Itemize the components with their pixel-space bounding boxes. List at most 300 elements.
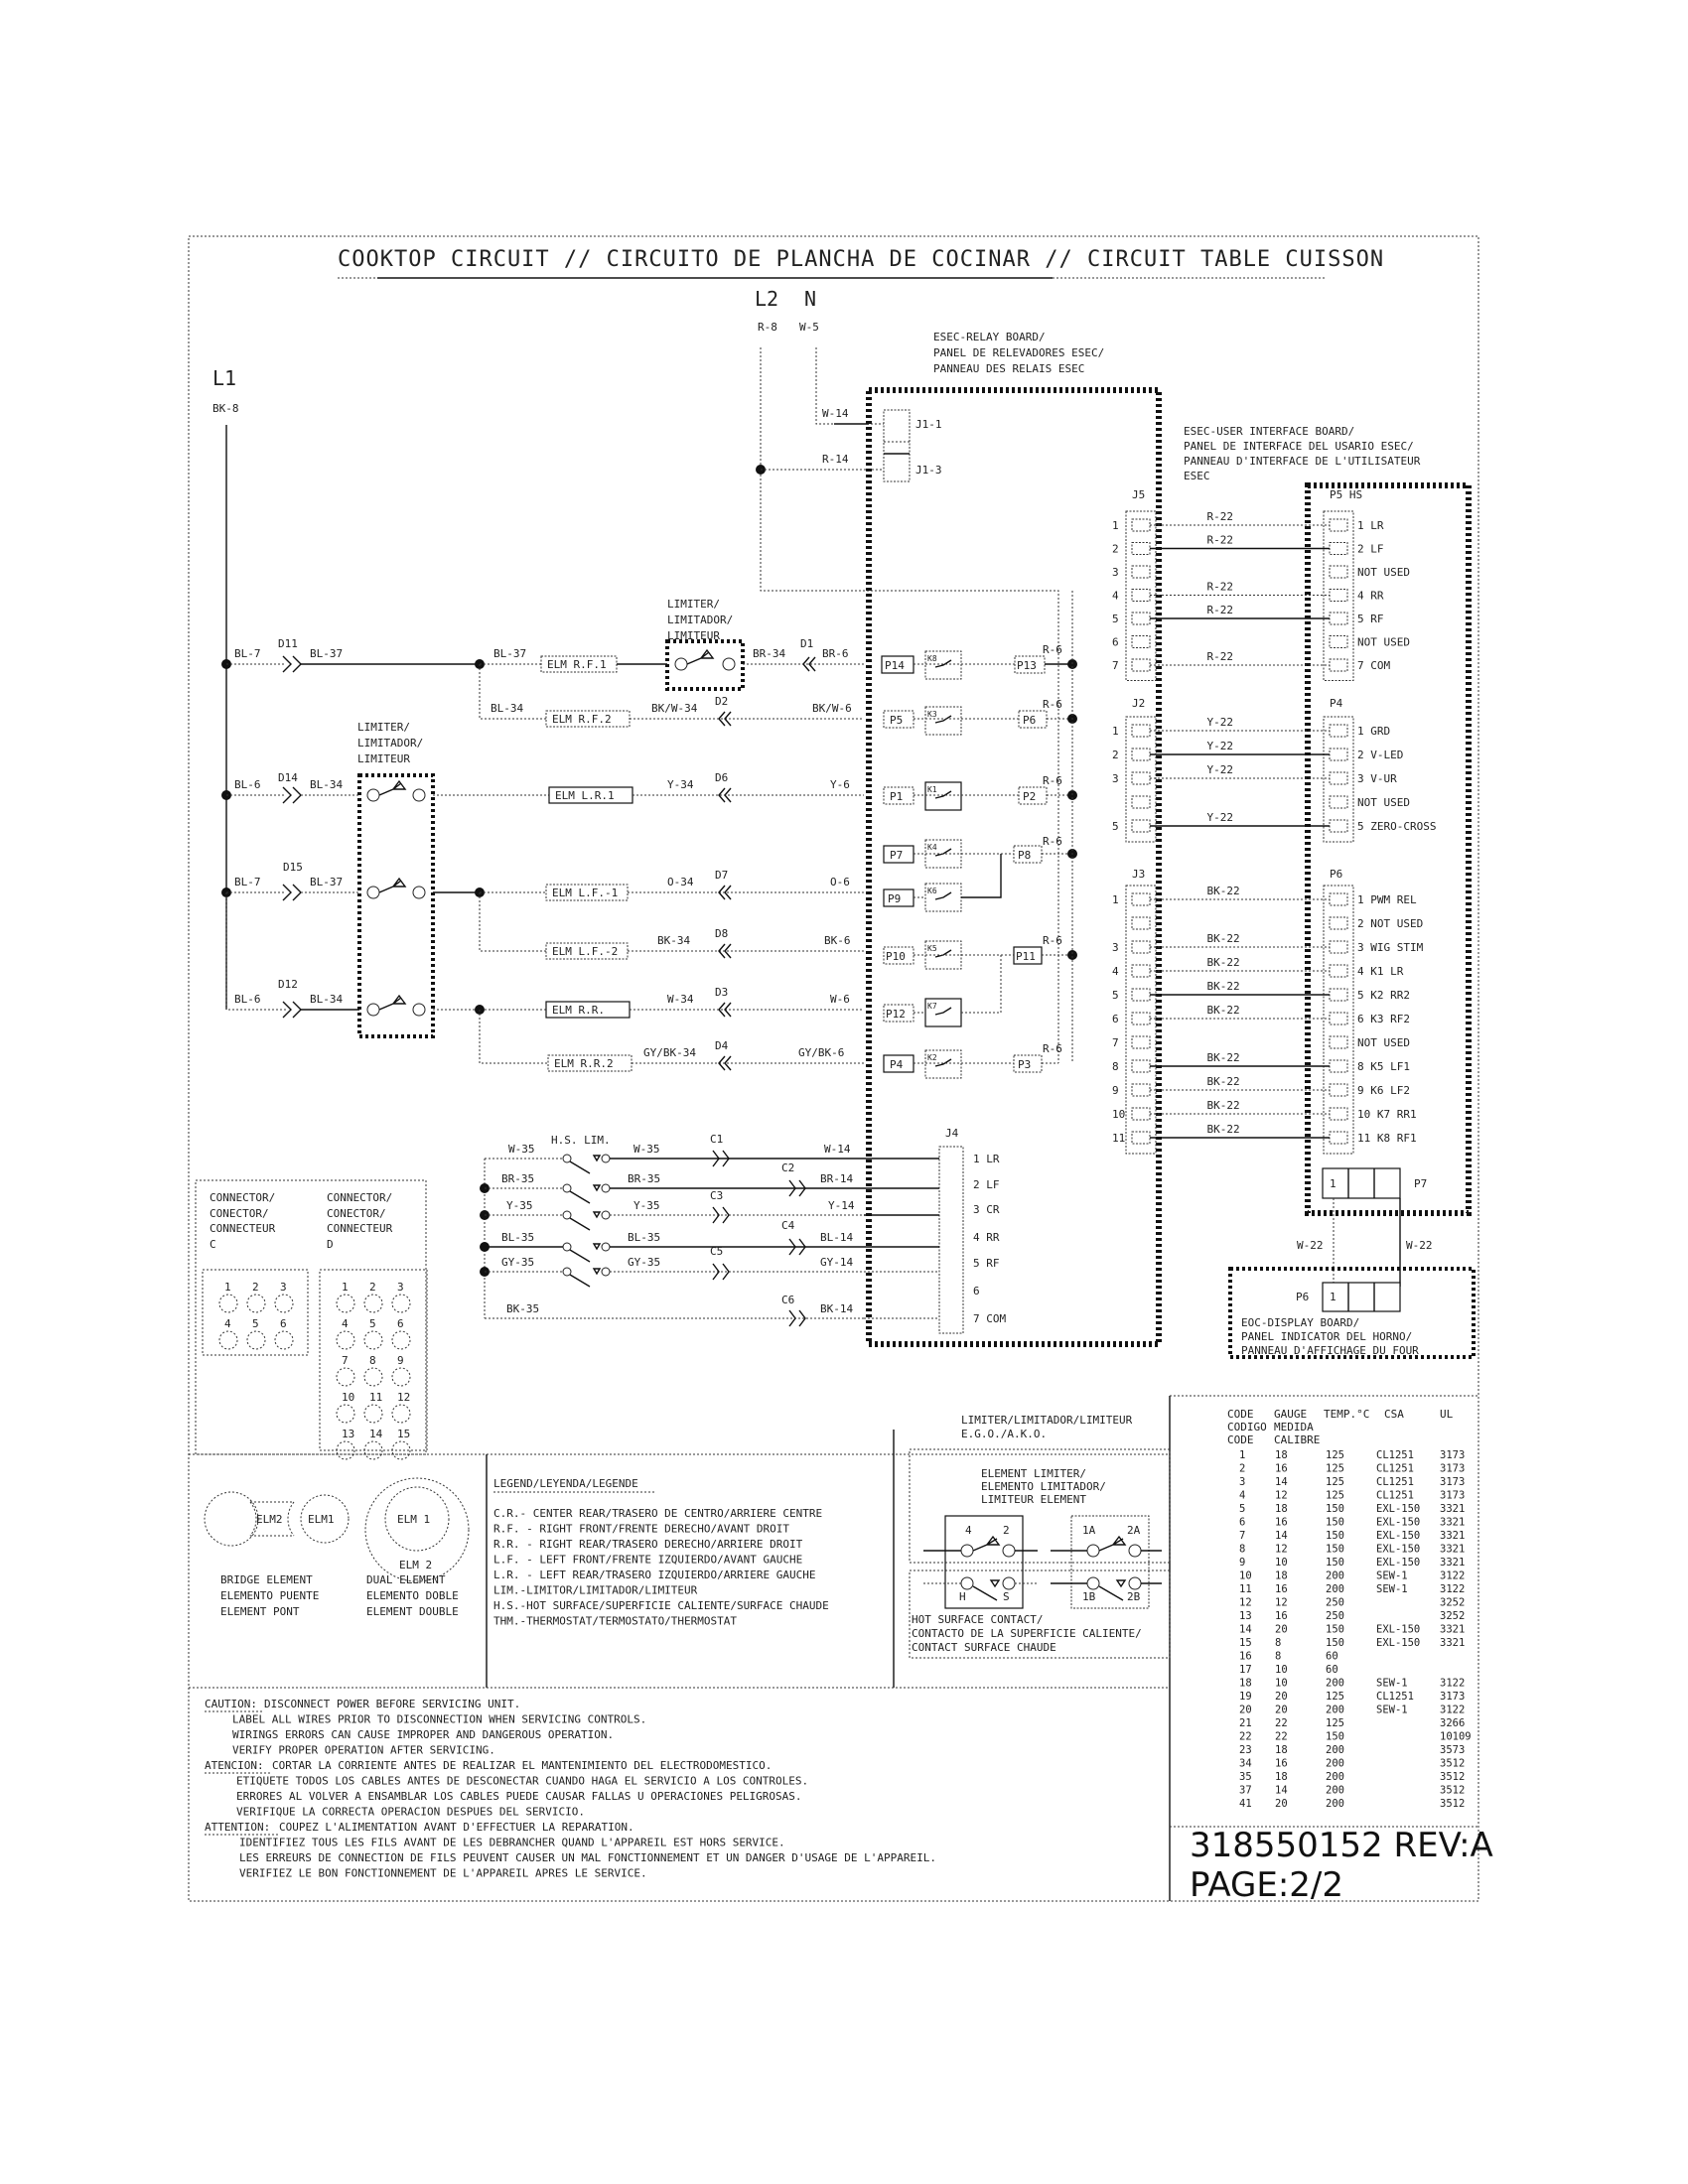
p4-pin-label: 3 V-UR — [1357, 772, 1397, 785]
svg-text:Y-35: Y-35 — [633, 1199, 660, 1212]
svg-text:7 COM: 7 COM — [973, 1312, 1007, 1325]
table-cell: 60 — [1326, 1664, 1338, 1676]
svg-text:BL-35: BL-35 — [501, 1231, 535, 1244]
table-cell: 35 — [1239, 1771, 1252, 1783]
p5-label: P5 HS — [1330, 488, 1363, 501]
svg-text:K1: K1 — [927, 785, 937, 794]
svg-text:GY/BK-6: GY/BK-6 — [798, 1046, 845, 1059]
svg-text:BK-6: BK-6 — [824, 934, 851, 947]
svg-text:GAUGE: GAUGE — [1274, 1408, 1308, 1421]
svg-text:1: 1 — [1330, 1177, 1336, 1190]
table-cell: 34 — [1239, 1757, 1252, 1770]
svg-text:BK/W-34: BK/W-34 — [651, 702, 698, 715]
j5-pin-num: 2 — [1112, 542, 1119, 556]
connector-c-pin-number: 5 — [252, 1317, 259, 1330]
caution-line: VERIFY PROPER OPERATION AFTER SERVICING. — [232, 1743, 495, 1757]
wire-label: BK-22 — [1206, 980, 1240, 993]
table-cell: 10 — [1275, 1557, 1288, 1569]
svg-text:R-6: R-6 — [1043, 643, 1062, 656]
j3-pin-num: 3 — [1112, 941, 1119, 954]
table-cell: 200 — [1326, 1757, 1344, 1770]
svg-text:P7: P7 — [890, 849, 904, 862]
connector-pins — [219, 1281, 410, 1459]
table-cell: SEW-1 — [1376, 1583, 1408, 1595]
element-row-lf1 — [221, 861, 864, 900]
connector-c-pin — [219, 1331, 237, 1349]
table-cell: 15 — [1239, 1637, 1252, 1649]
svg-text:CONNECTOR/: CONNECTOR/ — [327, 1191, 393, 1204]
svg-text:P11: P11 — [1016, 950, 1036, 963]
p6-pin-label: 9 K6 LF2 — [1357, 1084, 1410, 1097]
svg-text:K3: K3 — [927, 710, 937, 719]
svg-text:BL-37: BL-37 — [310, 647, 344, 660]
svg-text:ELM 1: ELM 1 — [397, 1513, 431, 1526]
svg-text:P8: P8 — [1018, 849, 1032, 862]
l2-label: L2 — [755, 287, 779, 311]
table-cell: 250 — [1326, 1596, 1344, 1609]
svg-text:D2: D2 — [715, 695, 729, 708]
svg-text:BL-6: BL-6 — [234, 993, 261, 1006]
svg-text:UL: UL — [1440, 1408, 1454, 1421]
table-cell: EXL-150 — [1376, 1516, 1421, 1529]
caution-heading: ATTENTION: — [205, 1821, 271, 1834]
svg-text:P7: P7 — [1414, 1177, 1428, 1190]
table-cell: 14 — [1275, 1784, 1288, 1797]
table-cell: EXL-150 — [1376, 1637, 1421, 1649]
svg-text:BL-37: BL-37 — [493, 647, 527, 660]
svg-text:CONNECTEUR: CONNECTEUR — [210, 1222, 276, 1235]
svg-text:K2: K2 — [927, 1053, 937, 1062]
svg-text:CONNECTEUR: CONNECTEUR — [327, 1222, 393, 1235]
connector-d-pin-number: 3 — [397, 1281, 404, 1294]
hs-limit-rows — [480, 1159, 490, 1318]
svg-text:GY/BK-34: GY/BK-34 — [643, 1046, 696, 1059]
table-cell: 4 — [1239, 1489, 1246, 1502]
p4-pin-label: 5 ZERO-CROSS — [1357, 820, 1437, 833]
n-label: N — [804, 287, 817, 311]
table-cell: 3173 — [1440, 1476, 1466, 1488]
p5-pin-label: 4 RR — [1357, 589, 1384, 603]
wire-label: R-22 — [1206, 510, 1233, 523]
svg-text:C3: C3 — [710, 1189, 724, 1202]
svg-text:D8: D8 — [715, 927, 729, 940]
table-cell: SEW-1 — [1376, 1677, 1408, 1690]
svg-text:6: 6 — [973, 1285, 980, 1297]
svg-text:P9: P9 — [888, 892, 902, 905]
svg-text:CODIGO: CODIGO — [1227, 1421, 1267, 1433]
svg-text:D: D — [327, 1238, 334, 1251]
table-cell: 12 — [1275, 1543, 1288, 1556]
table-cell: 3266 — [1440, 1717, 1466, 1729]
svg-text:CSA: CSA — [1384, 1408, 1404, 1421]
connector-c-pin-number: 4 — [224, 1317, 231, 1330]
j3-pin-num: 5 — [1112, 989, 1119, 1002]
l2-wire: R-8 — [758, 321, 777, 334]
table-cell: 18 — [1275, 1771, 1288, 1783]
table-cell: CL1251 — [1376, 1691, 1414, 1703]
table-cell: 14 — [1275, 1530, 1288, 1542]
table-cell: 3512 — [1440, 1757, 1466, 1770]
svg-text:R-6: R-6 — [1043, 1042, 1062, 1055]
table-cell: 19 — [1239, 1691, 1252, 1703]
connector-d-pin-number: 12 — [397, 1391, 411, 1404]
table-cell: 3252 — [1440, 1596, 1466, 1609]
p5-pin-label: 5 RF — [1357, 613, 1384, 625]
p6-label: P6 — [1330, 868, 1343, 881]
display-label-1: EOC-DISPLAY BOARD/ — [1241, 1316, 1360, 1329]
wire-label: BK-22 — [1206, 956, 1240, 969]
svg-text:K5: K5 — [927, 944, 937, 953]
legend-item: C.R.- CENTER REAR/TRASERO DE CENTRO/ARRIERE CENTRE — [493, 1507, 823, 1520]
table-cell: 150 — [1326, 1623, 1344, 1636]
connector-d-pin-number: 8 — [369, 1354, 376, 1367]
j1-pin-3: J1-3 — [915, 464, 942, 477]
svg-text:BL-7: BL-7 — [234, 876, 261, 888]
svg-text:Y-34: Y-34 — [667, 778, 694, 791]
caution-line: LES ERREURS DE CONNECTION DE FILS PEUVENT CAUSER UN MAL FONCTIONNEMENT ET UN DANGER D'USAGE DE L'APPAREIL. — [239, 1851, 936, 1864]
svg-text:ELM L.F.-1: ELM L.F.-1 — [552, 887, 619, 899]
j2-label: J2 — [1132, 697, 1146, 710]
svg-text:BK-34: BK-34 — [657, 934, 691, 947]
svg-text:ELM2: ELM2 — [256, 1513, 283, 1526]
svg-text:D6: D6 — [715, 771, 729, 784]
svg-text:5 RF: 5 RF — [973, 1257, 1000, 1270]
caution-line: LABEL ALL WIRES PRIOR TO DISCONNECTION WHEN SERVICING CONTROLS. — [232, 1712, 647, 1726]
svg-text:ELM R.R.: ELM R.R. — [552, 1004, 605, 1017]
table-cell: 125 — [1326, 1476, 1344, 1488]
table-cell: 22 — [1275, 1730, 1288, 1743]
limiter-detail — [910, 1414, 1170, 1658]
svg-text:GY-35: GY-35 — [628, 1256, 661, 1269]
table-cell: 18 — [1275, 1744, 1288, 1756]
table-cell: 3512 — [1440, 1771, 1466, 1783]
svg-text:S: S — [1003, 1590, 1010, 1603]
table-cell: 12 — [1275, 1596, 1288, 1609]
j1-connector — [884, 410, 910, 481]
svg-text:D15: D15 — [283, 861, 303, 874]
element-row-rf1 — [221, 637, 864, 689]
svg-text:ELEMENT LIMITER/: ELEMENT LIMITER/ — [981, 1467, 1086, 1480]
table-cell: 20 — [1275, 1704, 1288, 1716]
svg-text:2A: 2A — [1127, 1524, 1141, 1537]
table-cell: 18 — [1239, 1677, 1252, 1690]
connector-d-pin — [392, 1331, 410, 1349]
caution-line: CORTAR LA CORRIENTE ANTES DE REALIZAR EL MANTENIMIENTO DEL ELECTRODOMESTICO. — [272, 1759, 773, 1772]
table-cell: 3321 — [1440, 1543, 1466, 1556]
svg-text:C: C — [210, 1238, 216, 1251]
caution-line: ERRORES AL VOLVER A ENSAMBLAR LOS CABLES PUEDE CAUSAR FALLAS U OPERACIONES PELIGROSAS. — [236, 1790, 802, 1803]
left-limiter-label-2: LIMITADOR/ — [357, 737, 424, 750]
j3-pin-num: 10 — [1112, 1108, 1126, 1121]
svg-text:E.G.O./A.K.O.: E.G.O./A.K.O. — [961, 1428, 1048, 1440]
svg-text:D11: D11 — [278, 637, 298, 650]
svg-text:Y-14: Y-14 — [828, 1199, 855, 1212]
left-limiter-block — [359, 775, 433, 1036]
element-row-rr — [226, 892, 864, 1018]
svg-text:C2: C2 — [781, 1161, 795, 1174]
svg-text:R-6: R-6 — [1043, 934, 1062, 947]
page-frame — [189, 236, 1478, 1901]
legend-item: LIM.-LIMITOR/LIMITADOR/LIMITEUR — [493, 1583, 698, 1597]
connector-c-pin — [219, 1295, 237, 1312]
connector-c — [203, 1191, 308, 1355]
table-cell: 20 — [1239, 1704, 1252, 1716]
table-cell: 200 — [1326, 1677, 1344, 1690]
table-cell: SEW-1 — [1376, 1704, 1408, 1716]
wire-label: BK-22 — [1206, 885, 1240, 897]
table-cell: 3173 — [1440, 1489, 1466, 1502]
relay-k1 — [884, 774, 1077, 810]
svg-text:BK-14: BK-14 — [820, 1302, 854, 1315]
svg-text:2 LF: 2 LF — [973, 1178, 1000, 1191]
svg-text:CONECTOR/: CONECTOR/ — [327, 1207, 386, 1220]
table-cell: 3122 — [1440, 1570, 1466, 1582]
p5-pin-label: 1 LR — [1357, 519, 1384, 532]
table-cell: 3321 — [1440, 1637, 1466, 1649]
l1-wire: BK-8 — [212, 402, 239, 415]
p6-pin-label: 1 PWM REL — [1357, 893, 1417, 906]
wire-label: Y-22 — [1206, 716, 1233, 729]
j5-pin-num: 6 — [1112, 635, 1119, 649]
table-cell: 150 — [1326, 1730, 1344, 1743]
table-cell: CL1251 — [1376, 1476, 1414, 1488]
wire-label: BK-22 — [1206, 1075, 1240, 1088]
svg-text:W-6: W-6 — [830, 993, 850, 1006]
svg-text:CONTACTO DE LA SUPERFICIE CALI: CONTACTO DE LA SUPERFICIE CALIENTE/ — [912, 1627, 1142, 1640]
svg-text:BK/W-6: BK/W-6 — [812, 702, 852, 715]
svg-text:D3: D3 — [715, 986, 729, 999]
table-cell: CL1251 — [1376, 1462, 1414, 1475]
p6-pin-label: 8 K5 LF1 — [1357, 1060, 1410, 1073]
svg-text:BL-14: BL-14 — [820, 1231, 854, 1244]
ui-board-label-3: PANNEAU D'INTERFACE DE L'UTILISATEUR — [1184, 455, 1421, 468]
table-cell: 18 — [1275, 1570, 1288, 1582]
table-cell: EXL-150 — [1376, 1557, 1421, 1569]
svg-text:P5: P5 — [890, 714, 904, 727]
connector-d-pin-number: 5 — [369, 1317, 376, 1330]
wire-label: BK-22 — [1206, 1123, 1240, 1136]
table-cell: 200 — [1326, 1771, 1344, 1783]
svg-text:K6: K6 — [927, 887, 937, 895]
connector-c-pin-number: 3 — [280, 1281, 287, 1294]
svg-text:1B: 1B — [1082, 1590, 1096, 1603]
connector-d-pin-number: 1 — [342, 1281, 349, 1294]
wire-label: BK-22 — [1206, 1099, 1240, 1112]
ui-board-label-1: ESEC-USER INTERFACE BOARD/ — [1184, 425, 1355, 438]
display-label-2: PANEL INDICATOR DEL HORNO/ — [1241, 1330, 1413, 1343]
j4-pins — [973, 1153, 1006, 1325]
p6-pin-label: 5 K2 RR2 — [1357, 989, 1410, 1002]
table-cell: 3512 — [1440, 1784, 1466, 1797]
table-cell: 7 — [1239, 1530, 1246, 1542]
svg-text:2: 2 — [1003, 1524, 1010, 1537]
svg-text:ELM R.F.1: ELM R.F.1 — [547, 658, 607, 671]
table-cell: 150 — [1326, 1530, 1344, 1542]
table-cell: 16 — [1239, 1650, 1252, 1663]
table-cell: 3573 — [1440, 1744, 1466, 1756]
table-cell: 3321 — [1440, 1623, 1466, 1636]
svg-text:LIMITEUR ELEMENT: LIMITEUR ELEMENT — [981, 1493, 1086, 1506]
p5-pin-label: NOT USED — [1357, 635, 1410, 649]
table-cell: 16 — [1275, 1583, 1288, 1595]
table-cell: EXL-150 — [1376, 1543, 1421, 1556]
legend-item: R.F. - RIGHT FRONT/FRENTE DERECHO/AVANT DROIT — [493, 1522, 790, 1536]
svg-text:CONTACT SURFACE CHAUDE: CONTACT SURFACE CHAUDE — [912, 1641, 1056, 1654]
svg-text:CONECTOR/: CONECTOR/ — [210, 1207, 269, 1220]
svg-text:BL-34: BL-34 — [310, 993, 344, 1006]
caution-line: DISCONNECT POWER BEFORE SERVICING UNIT. — [264, 1698, 521, 1710]
table-cell: 60 — [1326, 1650, 1338, 1663]
relay-board — [869, 390, 1159, 1344]
display-p6-connector — [1296, 1283, 1400, 1311]
svg-text:C5: C5 — [710, 1245, 724, 1258]
wire-label: Y-22 — [1206, 763, 1233, 776]
table-cell: 3321 — [1440, 1503, 1466, 1515]
connector-d-pin — [364, 1368, 382, 1386]
caution-line: WIRINGS ERRORS CAN CAUSE IMPROPER AND DANGEROUS OPERATION. — [232, 1728, 615, 1741]
svg-text:ELEMENT PONT: ELEMENT PONT — [220, 1605, 300, 1618]
wire-label: R-22 — [1206, 650, 1233, 663]
connector-d-pin — [364, 1331, 382, 1349]
svg-text:ELM 2: ELM 2 — [399, 1559, 433, 1571]
element-row-lf2 — [480, 892, 864, 959]
svg-text:H: H — [959, 1590, 966, 1603]
svg-text:D12: D12 — [278, 978, 298, 991]
wire-label: R-22 — [1206, 533, 1233, 547]
caution-heading: ATENCION: — [205, 1759, 264, 1772]
connector-d-pin — [364, 1405, 382, 1423]
connector-d-pin-number: 9 — [397, 1354, 404, 1367]
svg-text:BL-6: BL-6 — [234, 778, 261, 791]
j5-pin-num: 1 — [1112, 519, 1119, 532]
svg-text:CONNECTOR/: CONNECTOR/ — [210, 1191, 276, 1204]
j5-pin-num: 3 — [1112, 566, 1119, 579]
svg-text:GY-35: GY-35 — [501, 1256, 535, 1269]
table-cell: 125 — [1326, 1462, 1344, 1475]
table-cell: 3122 — [1440, 1677, 1466, 1690]
hs-row-5 — [485, 1245, 864, 1287]
l1-label: L1 — [212, 366, 237, 390]
p4-pin-label: 2 V-LED — [1357, 749, 1404, 761]
left-limiter-label-1: LIMITER/ — [357, 721, 410, 734]
element-row-rf2 — [480, 664, 864, 727]
connector-d-pin — [392, 1368, 410, 1386]
table-cell: 12 — [1239, 1596, 1252, 1609]
table-cell: EXL-150 — [1376, 1503, 1421, 1515]
table-cell: 3 — [1239, 1476, 1246, 1488]
svg-text:3 CR: 3 CR — [973, 1203, 1000, 1216]
svg-text:P12: P12 — [886, 1008, 906, 1021]
table-cell: 17 — [1239, 1664, 1252, 1676]
n-wire: W-5 — [799, 321, 819, 334]
hs-row-1 — [485, 1133, 864, 1173]
wire-label: R-22 — [1206, 604, 1233, 616]
relay-k4-k6 — [884, 835, 1077, 911]
table-cell: 8 — [1275, 1650, 1282, 1663]
relay-k8 — [882, 643, 1077, 679]
svg-text:O-6: O-6 — [830, 876, 850, 888]
table-cell: 14 — [1239, 1623, 1252, 1636]
svg-text:W-34: W-34 — [667, 993, 694, 1006]
svg-text:MEDIDA: MEDIDA — [1274, 1421, 1314, 1433]
svg-text:1 LR: 1 LR — [973, 1153, 1000, 1165]
svg-text:BRIDGE ELEMENT: BRIDGE ELEMENT — [220, 1573, 313, 1586]
svg-text:ELM L.F.-2: ELM L.F.-2 — [552, 945, 619, 958]
table-cell: 22 — [1239, 1730, 1252, 1743]
j3-label: J3 — [1132, 868, 1146, 881]
element-row-rr2 — [480, 1010, 864, 1071]
svg-text:P6: P6 — [1023, 714, 1037, 727]
connector-d-pin — [337, 1405, 354, 1423]
connector-d-pin — [392, 1295, 410, 1312]
svg-text:DUAL ELEMENT: DUAL ELEMENT — [366, 1573, 446, 1586]
table-cell: 10109 — [1440, 1730, 1472, 1743]
connector-d-pin-number: 4 — [342, 1317, 349, 1330]
table-cell: 14 — [1275, 1476, 1288, 1488]
j2-pin-num: 1 — [1112, 725, 1119, 738]
j3-pin-num: 8 — [1112, 1060, 1119, 1073]
table-cell: 10 — [1239, 1570, 1252, 1582]
rf-limiter-label-3: LIMITEUR — [667, 629, 720, 642]
legend-item: R.R. - RIGHT REAR/TRASERO DERECHO/ARRIERE DROIT — [493, 1538, 803, 1551]
svg-text:ELM L.R.1: ELM L.R.1 — [555, 789, 615, 802]
svg-text:2B: 2B — [1127, 1590, 1141, 1603]
table-cell: EXL-150 — [1376, 1623, 1421, 1636]
table-cell: 16 — [1275, 1610, 1288, 1622]
table-cell: 22 — [1275, 1717, 1288, 1729]
svg-text:CODE: CODE — [1227, 1433, 1254, 1446]
p4-pin-label: NOT USED — [1357, 796, 1410, 809]
svg-text:4: 4 — [965, 1524, 972, 1537]
svg-text:D7: D7 — [715, 869, 729, 882]
caution-line: ETIQUETE TODOS LOS CABLES ANTES DE DESCONECTAR CUANDO HAGA EL SERVICIO A LOS CONTROLES. — [236, 1774, 809, 1788]
wire-label: BK-22 — [1206, 932, 1240, 945]
table-cell: 10 — [1275, 1664, 1288, 1676]
table-cell: 3512 — [1440, 1798, 1466, 1810]
svg-text:1A: 1A — [1082, 1524, 1096, 1537]
table-cell: 150 — [1326, 1637, 1344, 1649]
j5-pin-num: 5 — [1112, 613, 1119, 625]
connector-d-pin — [337, 1368, 354, 1386]
table-cell: 200 — [1326, 1798, 1344, 1810]
table-cell: 16 — [1275, 1757, 1288, 1770]
hs-row-6 — [485, 1294, 864, 1326]
p6-pin-label: 6 K3 RF2 — [1357, 1013, 1410, 1025]
svg-text:BR-35: BR-35 — [501, 1172, 535, 1185]
svg-text:P1: P1 — [890, 790, 904, 803]
svg-text:BR-14: BR-14 — [820, 1172, 854, 1185]
table-cell: 3321 — [1440, 1516, 1466, 1529]
svg-text:BR-34: BR-34 — [753, 647, 786, 660]
wire-code-table — [1227, 1408, 1472, 1810]
j3-pin-num: 7 — [1112, 1036, 1119, 1049]
svg-text:HOT SURFACE CONTACT/: HOT SURFACE CONTACT/ — [912, 1613, 1044, 1626]
p4-label: P4 — [1330, 697, 1343, 710]
wire-label: Y-22 — [1206, 740, 1233, 752]
svg-text:K4: K4 — [927, 843, 937, 852]
l2-j1-wire: R-14 — [822, 453, 849, 466]
svg-text:BR-6: BR-6 — [822, 647, 849, 660]
table-cell: 18 — [1275, 1503, 1288, 1515]
svg-text:ELEMENTO LIMITADOR/: ELEMENTO LIMITADOR/ — [981, 1480, 1106, 1493]
legend-item: L.R. - LEFT REAR/TRASERO IZQUIERDO/ARRIERE GAUCHE — [493, 1569, 816, 1581]
p7-connector — [1323, 1168, 1427, 1198]
table-cell: 150 — [1326, 1503, 1344, 1515]
svg-text:BL-34: BL-34 — [310, 778, 344, 791]
relay-k2 — [884, 1042, 1062, 1078]
table-cell: 1 — [1239, 1449, 1246, 1461]
table-cell: 150 — [1326, 1557, 1344, 1569]
